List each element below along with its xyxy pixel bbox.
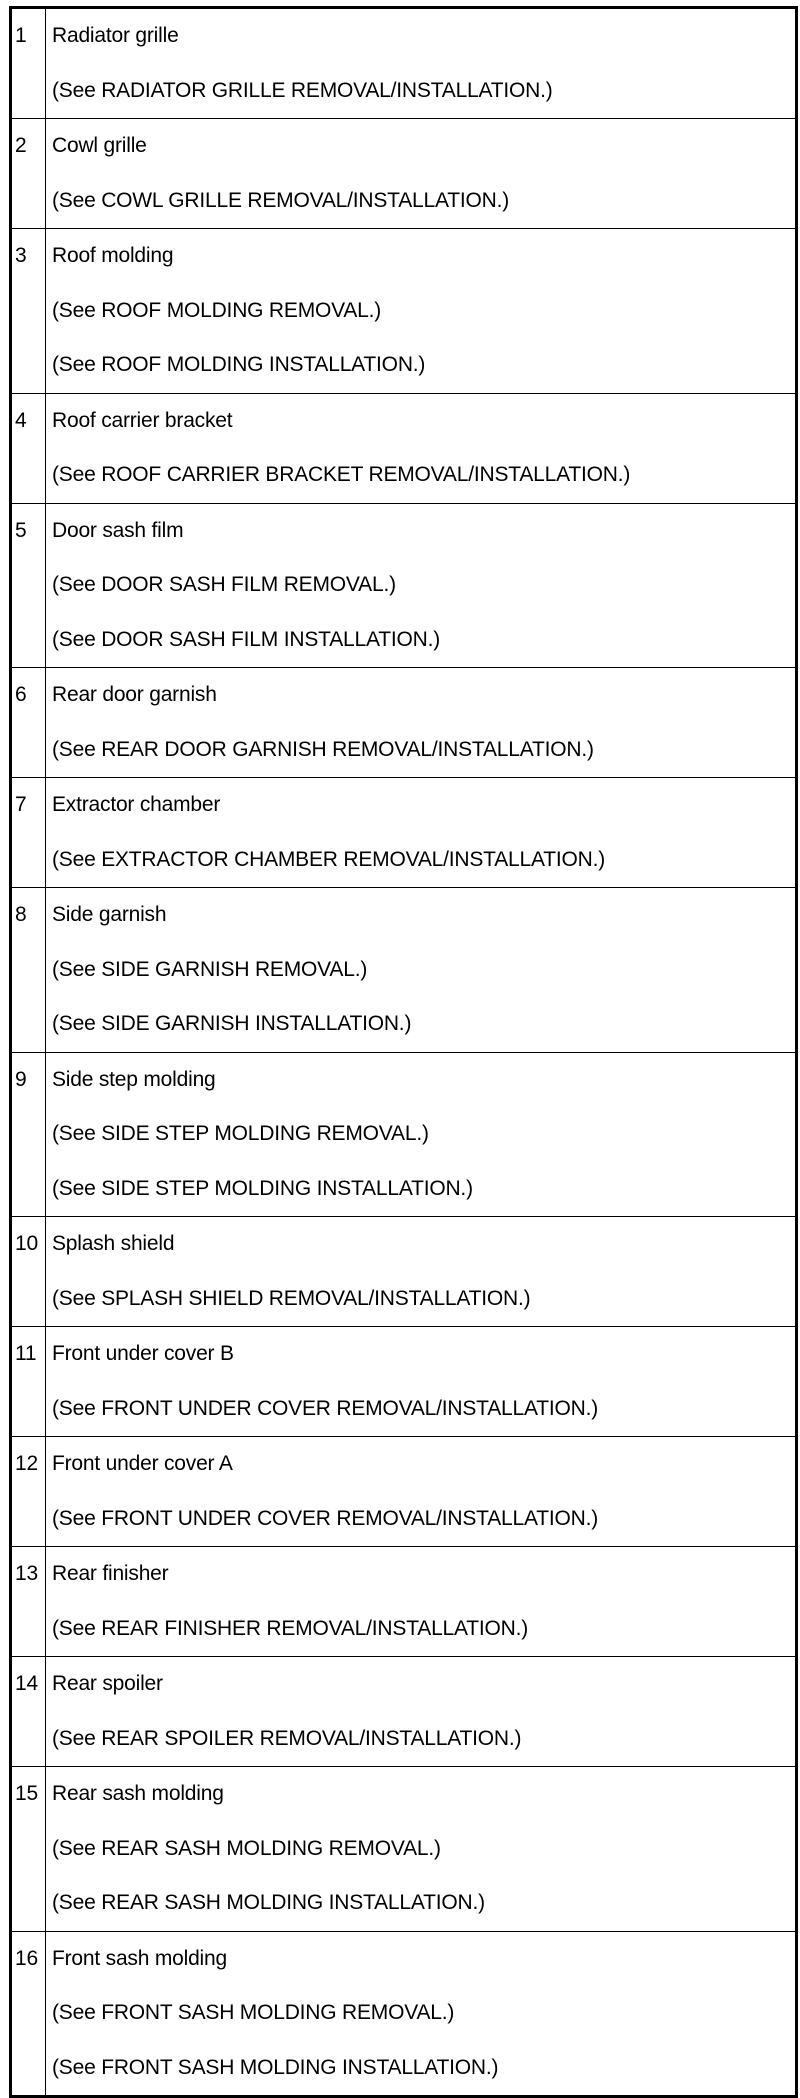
table-row	[11, 503, 797, 668]
item-number-cell	[11, 1931, 46, 2097]
item-number-cell	[11, 393, 46, 503]
item-name: Rear door garnish	[52, 683, 217, 706]
item-description-cell	[46, 888, 797, 1053]
item-number-cell	[11, 1657, 46, 1767]
procedure-reference: (See SIDE STEP MOLDING REMOVAL.)	[52, 1122, 429, 1145]
item-name: Roof carrier bracket	[52, 408, 233, 432]
table-row	[11, 1327, 797, 1437]
item-description-cell	[46, 503, 797, 668]
table-row	[11, 119, 797, 229]
item-description-cell	[46, 1437, 797, 1547]
item-number: 14	[15, 1672, 38, 1695]
item-number-cell	[11, 668, 46, 778]
item-description-cell	[46, 1327, 797, 1437]
item-name: Splash shield	[52, 1232, 175, 1255]
item-number: 9	[15, 1067, 27, 1091]
item-description-cell	[46, 1931, 797, 2097]
table-row	[11, 888, 797, 1053]
item-description-cell	[46, 1767, 797, 1932]
item-description-cell	[46, 1657, 797, 1767]
item-number-cell	[11, 888, 46, 1053]
item-number: 8	[15, 903, 27, 926]
item-number-cell	[11, 229, 46, 394]
procedure-reference: (See DOOR SASH FILM INSTALLATION.)	[52, 627, 440, 651]
item-number-cell	[11, 1052, 46, 1217]
item-number-cell	[11, 1437, 46, 1547]
item-description-cell	[46, 1547, 797, 1657]
item-number-cell	[11, 1767, 46, 1932]
item-number-cell	[11, 1217, 46, 1327]
table-row	[11, 1437, 797, 1547]
item-description-cell	[46, 1052, 797, 1217]
table-row	[11, 1931, 797, 2097]
item-number-cell	[11, 778, 46, 888]
procedure-reference: (See ROOF MOLDING INSTALLATION.)	[52, 353, 426, 376]
procedure-reference: (See REAR FINISHER REMOVAL/INSTALLATION.)	[52, 1616, 529, 1640]
item-number: 7	[15, 793, 27, 816]
item-number: 4	[15, 408, 27, 432]
table-row	[11, 778, 797, 888]
item-name: Extractor chamber	[52, 793, 221, 816]
item-name: Rear finisher	[52, 1562, 169, 1585]
item-name: Side garnish	[52, 903, 167, 926]
item-number: 1	[15, 24, 27, 47]
item-number-cell	[11, 1327, 46, 1437]
table-row	[11, 229, 797, 394]
table-row	[11, 1052, 797, 1217]
item-description-cell	[46, 668, 797, 778]
item-number: 15	[15, 1782, 38, 1805]
item-description-cell	[46, 229, 797, 394]
procedure-reference: (See SPLASH SHIELD REMOVAL/INSTALLATION.)	[52, 1286, 531, 1310]
item-number: 3	[15, 244, 27, 267]
item-name: Radiator grille	[52, 24, 179, 47]
table-row	[11, 8, 797, 119]
table-row	[11, 393, 797, 503]
item-description-cell	[46, 393, 797, 503]
item-name: Front under cover B	[52, 1342, 234, 1365]
procedure-reference: (See REAR SASH MOLDING INSTALLATION.)	[52, 1891, 485, 1914]
parts-table-body	[11, 8, 797, 2097]
procedure-reference: (See DOOR SASH FILM REMOVAL.)	[52, 573, 396, 596]
item-name: Rear spoiler	[52, 1672, 163, 1695]
item-number-cell	[11, 119, 46, 229]
procedure-reference: (See ROOF CARRIER BRACKET REMOVAL/INSTALLATION.)	[52, 463, 631, 486]
procedure-reference: (See COWL GRILLE REMOVAL/INSTALLATION.)	[52, 188, 510, 212]
item-name: Roof molding	[52, 244, 174, 267]
parts-table	[9, 6, 798, 2098]
item-number-cell	[11, 503, 46, 668]
item-number: 6	[15, 683, 27, 706]
item-number-cell	[11, 1547, 46, 1657]
item-number: 5	[15, 518, 27, 542]
item-description-cell	[46, 778, 797, 888]
item-number: 11	[15, 1342, 37, 1365]
procedure-reference: (See REAR DOOR GARNISH REMOVAL/INSTALLATION.)	[52, 737, 594, 761]
table-row	[11, 1547, 797, 1657]
item-description-cell	[46, 119, 797, 229]
item-number: 16	[15, 1946, 38, 1970]
procedure-reference: (See SIDE GARNISH INSTALLATION.)	[52, 1012, 412, 1035]
item-description-cell	[46, 1217, 797, 1327]
procedure-reference: (See EXTRACTOR CHAMBER REMOVAL/INSTALLATION.)	[52, 847, 606, 871]
item-number-cell	[11, 8, 46, 119]
procedure-reference: (See REAR SPOILER REMOVAL/INSTALLATION.)	[52, 1726, 522, 1750]
item-description-cell	[46, 8, 797, 119]
item-name: Side step molding	[52, 1067, 216, 1091]
item-number: 2	[15, 134, 27, 157]
procedure-reference: (See SIDE GARNISH REMOVAL.)	[52, 957, 368, 981]
item-number: 13	[15, 1562, 38, 1585]
procedure-reference: (See FRONT SASH MOLDING REMOVAL.)	[52, 2001, 455, 2024]
item-number: 10	[15, 1232, 38, 1255]
item-name: Door sash film	[52, 518, 184, 542]
item-name: Cowl grille	[52, 134, 147, 157]
procedure-reference: (See FRONT SASH MOLDING INSTALLATION.)	[52, 2055, 499, 2079]
item-name: Rear sash molding	[52, 1782, 224, 1805]
procedure-reference: (See RADIATOR GRILLE REMOVAL/INSTALLATION.)	[52, 78, 553, 102]
table-row	[11, 1217, 797, 1327]
table-row	[11, 668, 797, 778]
table-row	[11, 1657, 797, 1767]
table-row	[11, 1767, 797, 1932]
item-name: Front sash molding	[52, 1946, 227, 1970]
item-number: 12	[15, 1452, 38, 1475]
procedure-reference: (See FRONT UNDER COVER REMOVAL/INSTALLATION.)	[52, 1506, 599, 1530]
procedure-reference: (See REAR SASH MOLDING REMOVAL.)	[52, 1836, 441, 1860]
procedure-reference: (See SIDE STEP MOLDING INSTALLATION.)	[52, 1176, 473, 1200]
procedure-reference: (See FRONT UNDER COVER REMOVAL/INSTALLATION.)	[52, 1396, 599, 1420]
procedure-reference: (See ROOF MOLDING REMOVAL.)	[52, 298, 382, 322]
item-name: Front under cover A	[52, 1452, 233, 1475]
